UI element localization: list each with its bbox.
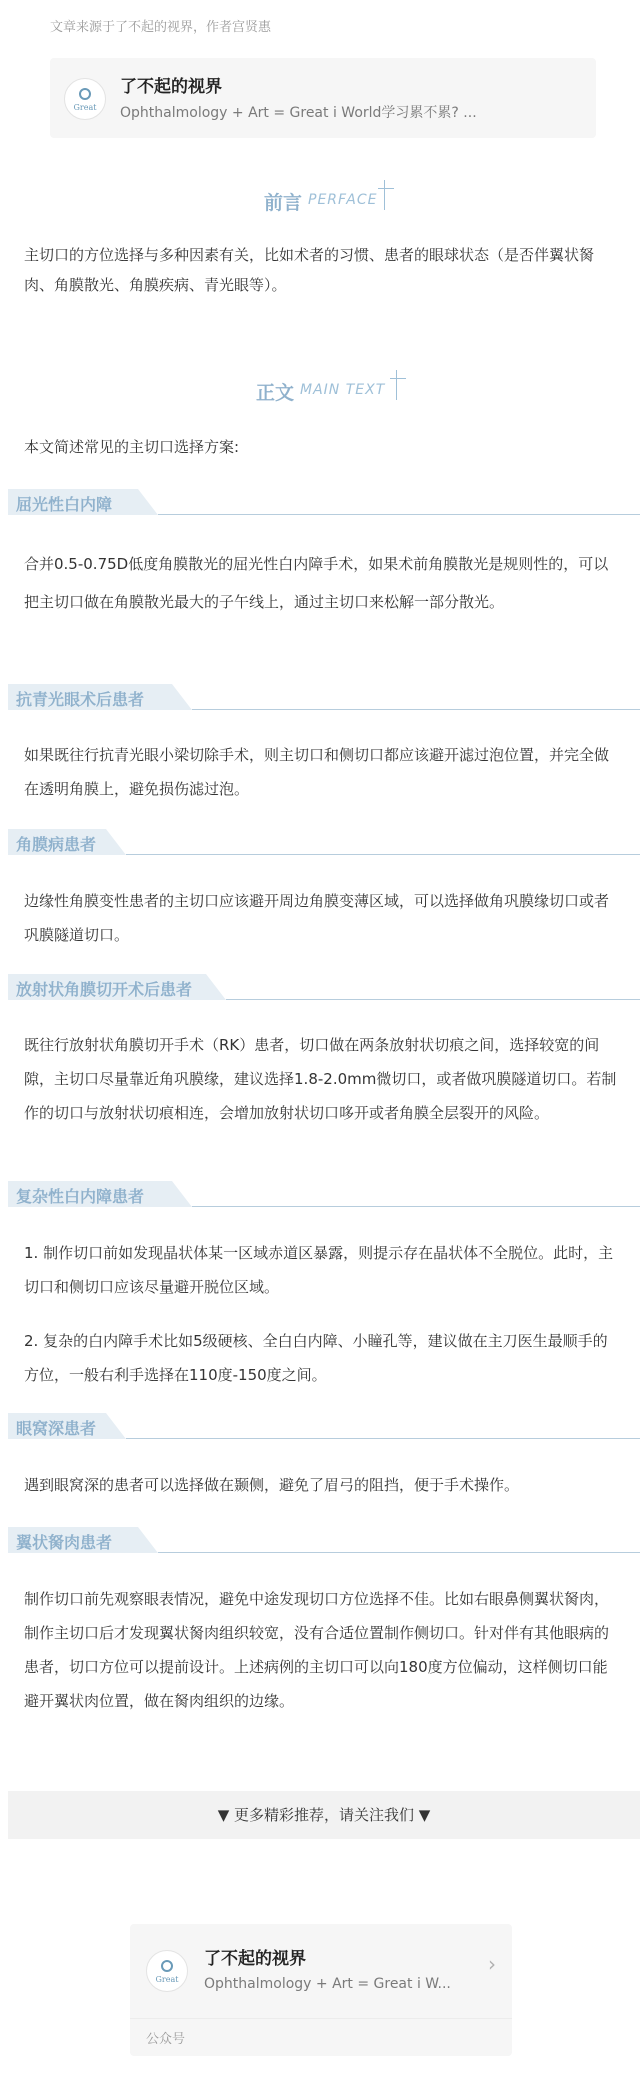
footer-account-name: 了不起的视界	[204, 1949, 306, 1969]
footer-account-type-label: 公众号	[146, 2032, 186, 2047]
section-title-bar	[8, 1527, 640, 1557]
account-name: 了不起的视界	[120, 77, 222, 97]
chevron-right-icon[interactable]: ›	[488, 1952, 496, 1976]
preface-text: 主切口的方位选择与多种因素有关，比如术者的习惯、患者的眼球状态（是否伴翼状胬肉、角膜散光、角膜疾病、青光眼等）。	[24, 246, 595, 294]
section-paragraph: 遇到眼窝深的患者可以选择做在颞侧，避免了眉弓的阻挡，便于手术操作。	[24, 1476, 520, 1494]
section-title: 复杂性白内障患者	[16, 1187, 145, 1206]
section-title: 眼窝深患者	[16, 1419, 97, 1438]
footer-account-logo-text: Great	[155, 1975, 179, 1984]
section-paragraph: 如果既往行抗青光眼小梁切除手术，则主切口和侧切口都应该避开滤过泡位置，并完全做在透明角膜上，避免损伤滤过泡。	[24, 746, 610, 798]
article-source-line: 文章来源于了不起的视界，作者宫贤惠	[50, 20, 272, 35]
account-desc: Ophthalmology + Art = Great i World学习累不累? ...	[120, 105, 477, 121]
section-paragraph: 制作切口前先观察眼表情况，避免中途发现切口方位选择不佳。比如右眼鼻侧翼状胬肉，制作主切口后才发现翼状胬肉组织较宽，没有合适位置制作侧切口。针对伴有其他眼病的患者，切口方位可以提前设计。上述病例的主切口可以向180度方位偏动，这样侧切口能避开翼状肉位置，做在胬肉组织的边缘。	[24, 1590, 610, 1710]
account-logo-text: Great	[73, 103, 97, 112]
section-paragraph: 合并0.5-0.75D低度角膜散光的屈光性白内障手术，如果术前角膜散光是规则性的，可以把主切口做在角膜散光最大的子午线上，通过主切口来松解一部分散光。	[24, 555, 609, 611]
section-title: 放射状角膜切开术后患者	[16, 980, 193, 999]
section-paragraph: 1. 制作切口前如发现晶状体某一区域赤道区暴露，则提示存在晶状体不全脱位。此时，主切口和侧切口应该尽量避开脱位区域。	[24, 1244, 614, 1296]
main-heading	[0, 376, 640, 416]
section-title: 翼状胬肉患者	[16, 1533, 113, 1552]
account-logo-icon	[64, 78, 106, 120]
footer-account-logo-icon	[146, 1950, 188, 1992]
main-heading-zh: 正文	[256, 382, 295, 404]
footer-recommend-banner: ▼ 更多精彩推荐，请关注我们 ▼	[8, 1791, 640, 1839]
preface-heading	[0, 186, 640, 226]
section-paragraph: 2. 复杂的白内障手术比如5级硬核、全白白内障、小瞳孔等，建议做在主刀医生最顺手的方位，一般右利手选择在110度-150度之间。	[24, 1332, 608, 1384]
footer-account-card[interactable]	[130, 1924, 512, 2056]
section-title: 抗青光眼术后患者	[16, 690, 145, 709]
main-intro: 本文简述常见的主切口选择方案:	[24, 438, 240, 456]
section-title-bar	[8, 974, 640, 1004]
section-title-bar	[8, 1413, 640, 1443]
section-title: 角膜病患者	[16, 835, 97, 854]
footer-account-desc: Ophthalmology + Art = Great i W...	[204, 1976, 451, 1992]
section-title-bar	[8, 1181, 640, 1211]
section-title-bar	[8, 489, 640, 519]
main-heading-en: MAIN TEXT	[300, 382, 386, 398]
account-card[interactable]	[50, 58, 596, 138]
section-paragraph: 边缘性角膜变性患者的主切口应该避开周边角膜变薄区域，可以选择做角巩膜缘切口或者巩膜隧道切口。	[24, 892, 610, 944]
section-title: 屈光性白内障	[16, 495, 113, 514]
section-title-bar	[8, 684, 640, 714]
section-title-bar	[8, 829, 640, 859]
preface-heading-en: PERFACE	[308, 192, 378, 208]
section-paragraph: 既往行放射状角膜切开手术（RK）患者，切口做在两条放射状切痕之间，选择较宽的间隙，主切口尽量靠近角巩膜缘，建议选择1.8-2.0mm微切口，或者做巩膜隧道切口。若制作的切口与放射状切痕相连，会增加放射状切口哆开或者角膜全层裂开的风险。	[24, 1036, 617, 1122]
preface-heading-zh: 前言	[264, 192, 303, 214]
